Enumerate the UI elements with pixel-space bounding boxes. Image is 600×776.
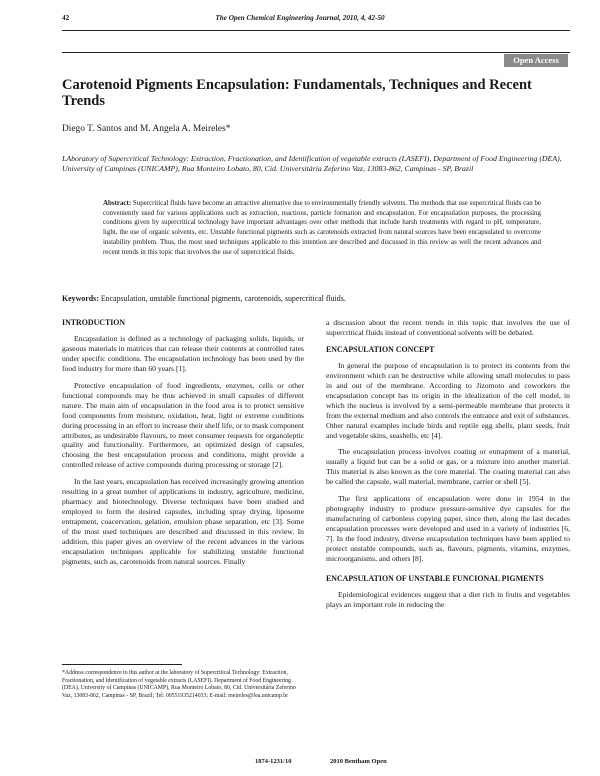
open-access-badge: Open Access — [504, 54, 568, 67]
open-access-rule — [62, 52, 570, 53]
journal-header: The Open Chemical Engineering Journal, 2010, 4, 42-50 — [215, 14, 385, 22]
section-heading-introduction: INTRODUCTION — [62, 318, 126, 327]
authors: Diego T. Santos and M. Angela A. Meireles* — [62, 124, 231, 134]
article-title: Carotenoid Pigments Encapsulation: Fundamentals, Techniques and Recent Trends — [62, 77, 532, 109]
abstract — [103, 199, 541, 257]
left-column — [62, 318, 304, 574]
paragraph: The first applications of encapsulation were done in 1954 in the photography industry to produce pressure-sensitive dye capsules for the manufacturing of carbonless copying paper, since then, along the last decades encapsulation processes were developed and used in a variety of industries [6, 7]. In the food industry, diverse encapsulation techniques have been applied to protect unstable compounds, such as, flavours, pigments, vitamins, enzymes, microorganisms, and others [8]. — [326, 494, 570, 564]
page-number: 42 — [62, 14, 70, 22]
keywords-text: Encapsulation, unstable functional pigments, carotenoids, supercritical fluids. — [100, 294, 346, 303]
keywords — [62, 294, 570, 303]
issn: 1874-1231/10 — [255, 758, 292, 765]
footnote-rule — [62, 664, 182, 665]
header-rule — [62, 30, 570, 31]
keywords-label: Keywords: — [62, 294, 99, 303]
abstract-text: Supercritical fluids have become an attractive alternative due to environmentally friendly solvents. The methods that use supercritical fluids can be conveniently used for various applications such as extraction, reactions, particle formation and encapsulation. For encapsulation purposes, the processing conditions given by supercritical technology have important advantages over other methods that include harsh treatments with regard to pH, temperature, light, the use of organic solvents, etc. Unstable functional pigments such as carotenoids extracted from natural sources have been encapsulated to overcome instability problem. Thus, the most used techniques applicable to this intention are described and discussed in this review as well the recent advances and recent trends in this topic that involves the use of supercritical fluids. — [103, 199, 542, 256]
section-heading-encapsulation-concept: ENCAPSULATION CONCEPT — [326, 344, 435, 354]
paragraph: The encapsulation process involves coating or entrapment of a material, usually a liquid but can be a solid or gas, or a mixture into another material. This material is also known as the core material. The coating material can also be called the capsule, wall material, membrane, carrier or shell [5]. — [326, 447, 570, 487]
paragraph: Encapsulation is defined as a technology of packaging solids, liquids, or gaseous materials in matrices that can release their contents at controlled rates under specific conditions. The encapsulation technology has been used by the food industry for more than 60 years [1]. — [62, 333, 304, 373]
paragraph-continuation: a discussion about the recent trends in this topic that involves the use of supercritical fluids instead of conventional solvents will be debated. — [326, 318, 570, 337]
right-column — [326, 318, 570, 617]
publisher-copyright: 2010 Bentham Open — [330, 758, 387, 765]
section-heading-unstable-pigments: ENCAPSULATION OF UNSTABLE FUNCIONAL PIGMENTS — [326, 573, 544, 583]
paragraph: Epidemiological evidences suggest that a diet rich in fruits and vegetables plays an important role in reducing the — [326, 589, 570, 609]
abstract-label: Abstract: — [103, 199, 132, 207]
affiliation: LAboratory of Supercritical Technology: Extraction, Fractionation, and Identification of vegetable extracts (LASEFI), Department of Food Engineering (DEA), University of Campinas (UNICAMP), Rua Monteiro Lobato, 80, Cid. Universitária Zeferino Vaz, 13083-862, Campinas - SP, Brazil — [62, 154, 562, 174]
paragraph: Protective encapsulation of food ingredients, enzymes, cells or other functional compounds may be thus achieved in small capsules of different nature. The main aim of encapsulation in the food area is to protect sensitive food components from moisture, oxidation, heat, light or extreme conditions during processing in an effort to increase their shelf life, or to mask component attributes, as undesirable flavours, to meet consumer requests for organoleptic quality and functionality. Furthermore, an optimized design of capsules, choosing the best encapsulation process and conditions, might provide a controlled release of active compounds during processing or storage [2]. — [62, 380, 304, 470]
correspondence-footnote: *Address correspondence to this author at the laboratory of Supercritical Technology: Extraction, Fractionation, and Identification of vegetable extracts (LASEFI). Department of Food Engineering (DEA), University of Campinas (UNICAMP), Rua Monteiro Lobato, 80, Cid. Universitária Zeferino Vaz, 13083-862, Campinas - SP, Brazil; Tel: 00551935214033; E-mail: meireles@fea.unicamp.br — [62, 670, 296, 699]
paragraph: In the last years, encapsulation has received increasingly growing attention resulting in a great number of applications in industry, agriculture, medicine, pharmacy and biotechnology. Diverse techniques have been studied and employed to form the desired capsules, including spray drying, liposome entrapment, coacervation, gelation, emulsion phase separation, etc [3]. Some of the most used techniques are described and discussed in this review. In addition, this paper gives an overview of the recent advances in the various encapsulation techniques applicable for stabilizing unstable functional pigments, such as, carotenoids from natural sources. Finally — [62, 477, 304, 566]
paragraph: In general the purpose of encapsulation is to protect its contents from the environment which can be destructive while allowing small molecules to pass in and out of the membrane. According to Jizomoto and coworkers the encapsulation concept has its origin in the idealization of the cell model, in which the nucleus is involved by a semi-permeable membrane that protects it from the external medium and also controls the entrance and exit of substances. Other natural examples include birds and reptile egg shells, plant seeds, fruit and vegetable skins, seashells, etc [4]. — [326, 360, 570, 440]
